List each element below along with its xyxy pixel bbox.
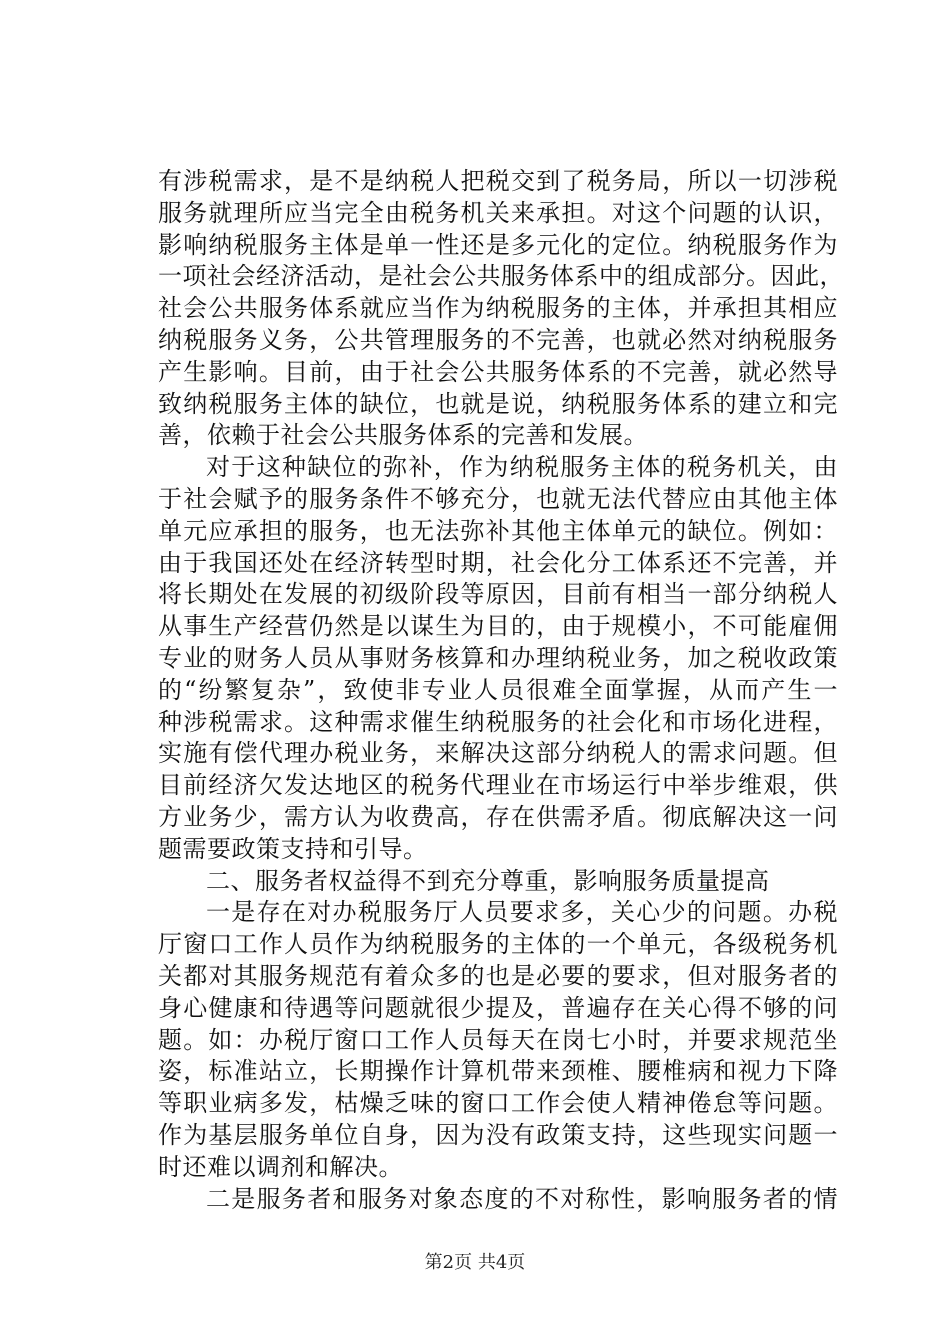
- text-line: 一项社会经济活动，是社会公共服务体系中的组成部分。因此，: [158, 262, 844, 291]
- text-line: 从事生产经营仍然是以谋生为目的，由于规模小，不可能雇佣: [158, 612, 838, 641]
- text-line: 姿，标准站立，长期操作计算机带来颈椎、腰椎病和视力下降: [158, 1057, 838, 1086]
- text-line: 作为基层服务单位自身，因为没有政策支持，这些现实问题一: [158, 1120, 838, 1149]
- text-line: 关都对其服务规范有着众多的也是必要的要求，但对服务者的: [158, 961, 838, 990]
- text-line: 影响纳税服务主体是单一性还是多元化的定位。纳税服务作为: [158, 230, 838, 259]
- text-line: 等职业病多发，枯燥乏味的窗口工作会使人精神倦怠等问题。: [158, 1089, 838, 1118]
- text-line: 种涉税需求。这种需求催生纳税服务的社会化和市场化进程，: [158, 707, 838, 736]
- text-line: 服务就理所应当完全由税务机关来承担。对这个问题的认识，: [158, 198, 838, 227]
- text-line: 纳税服务义务，公共管理服务的不完善，也就必然对纳税服务: [158, 325, 838, 354]
- text-line: 的“纷繁复杂”，致使非专业人员很难全面掌握，从而产生一: [158, 675, 838, 704]
- text-line: 二是服务者和服务对象态度的不对称性，影响服务者的情: [206, 1184, 838, 1213]
- text-line: 一是存在对办税服务厅人员要求多，关心少的问题。办税: [206, 898, 838, 927]
- text-line: 于社会赋予的服务条件不够充分，也就无法代替应由其他主体: [158, 484, 838, 513]
- text-line: 单元应承担的服务，也无法弥补其他主体单元的缺位。例如：: [158, 516, 838, 545]
- text-line: 有涉税需求，是不是纳税人把税交到了税务局，所以一切涉税: [158, 167, 838, 195]
- text-line: 题需要政策支持和引导。: [158, 834, 428, 863]
- text-line: 实施有偿代理办税业务，来解决这部分纳税人的需求问题。但: [158, 739, 838, 768]
- text-line: 将长期处在发展的初级阶段等原因，目前有相当一部分纳税人: [158, 580, 838, 609]
- text-line: 由于我国还处在经济转型时期，社会化分工体系还不完善，并: [158, 548, 838, 577]
- text-line: 身心健康和待遇等问题就很少提及，普遍存在关心得不够的问: [158, 993, 838, 1022]
- text-line: 时还难以调剂和解决。: [158, 1152, 403, 1181]
- text-line: 致纳税服务主体的缺位，也就是说，纳税服务体系的建立和完: [158, 389, 838, 418]
- text-line: 目前经济欠发达地区的税务代理业在市场运行中举步维艰，供: [158, 771, 838, 800]
- text-line: 厅窗口工作人员作为纳税服务的主体的一个单元，各级税务机: [158, 930, 838, 959]
- text-line: 专业的财务人员从事财务核算和办理纳税业务，加之税收政策: [158, 643, 838, 672]
- text-line: 二、服务者权益得不到充分尊重，影响服务质量提高: [206, 866, 770, 895]
- body-text: [158, 166, 844, 1215]
- text-line: 产生影响。目前，由于社会公共服务体系的不完善，就必然导: [158, 357, 838, 386]
- text-line: 方业务少，需方认为收费高，存在供需矛盾。彻底解决这一问: [158, 802, 838, 831]
- page-footer: 第2页 共4页: [424, 1252, 526, 1273]
- text-line: 社会公共服务体系就应当作为纳税服务的主体，并承担其相应: [158, 294, 838, 323]
- text-line: 善，依赖于社会公共服务体系的完善和发展。: [158, 421, 648, 450]
- text-line: 对于这种缺位的弥补，作为纳税服务主体的税务机关，由: [206, 453, 838, 482]
- text-line: 题。如：办税厅窗口工作人员每天在岗七小时，并要求规范坐: [158, 1025, 838, 1054]
